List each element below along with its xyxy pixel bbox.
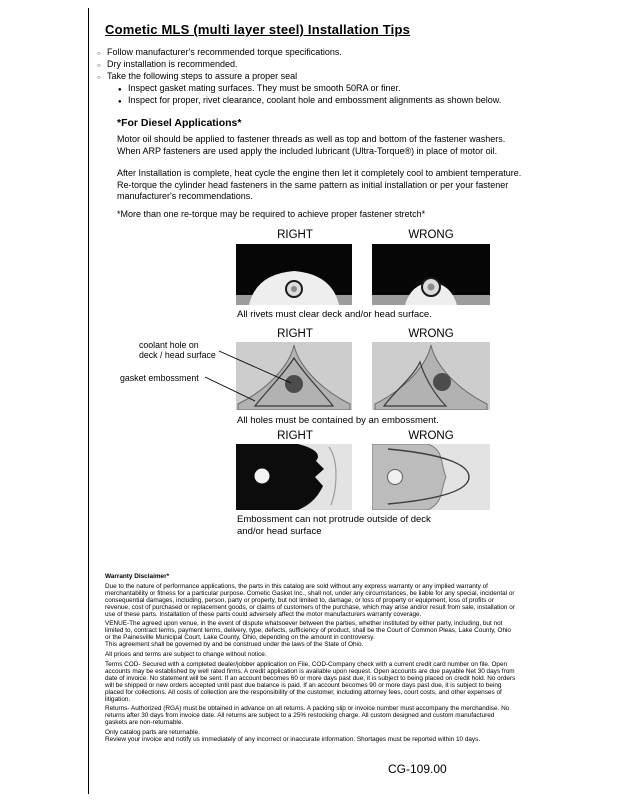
diesel-paragraph-retorque: After Installation is complete, heat cycle the engine then let it completely cool to ambient temperature. Re-torque the cylinder head fasteners in the same pattern as initial installation or per your fastener manufacturer's recommendations. — [117, 168, 522, 201]
caption-rivets: All rivets must clear deck and/or head surface. — [237, 309, 432, 320]
rivet-hole-icon — [388, 470, 403, 485]
caption-holes: All holes must be contained by an embossment. — [237, 415, 439, 426]
venue-paragraph: VENUE-The agreed upon venue, in the event of dispute whatsoever between the parties, whether instituted by either party, including, but not limited to, contract terms, payment terms, delivery, type, defects, sufficiency of product, shall be the Court of Common Pleas, Lake County, Ohio or the Painesville Municipal Court, Lake County, Ohio, depending on the amount in controversy. — [105, 620, 511, 642]
diagram-holes-wrong — [372, 342, 490, 410]
diagram-embossment-right — [236, 444, 352, 510]
page-code: CG-109.00 — [388, 762, 447, 776]
tip-item: ○ Dry installation is recommended. — [97, 58, 517, 70]
tip-sublist — [118, 82, 517, 106]
installation-tips-list — [97, 46, 517, 106]
page-title: Cometic MLS (multi layer steel) Installation Tips — [105, 22, 411, 37]
returnable-line: Only catalog parts are returnable. — [105, 729, 200, 737]
wrong-label: WRONG — [408, 328, 454, 340]
warranty-paragraph: Due to the nature of performance applications, the parts in this catalog are sold without any express warranty or any implied warranty of merchantability or fitness for a particular purpose. Cometic Gasket Inc., shall not, under any circumstances, be liable for any special, incidental or consequential damages, including, person, party or property, but not limited to, damage, or loss of property or equipment, loss of profits or revenue, cost of purchased or replacement goods, or claims of customers of the purchase, which may arise and/or result from sale, installation or use of these parts. Installation of these parts could adversely affect the motor manufacturers warranty coverage. — [105, 582, 515, 618]
diagram-embossment-wrong — [372, 444, 490, 510]
tip-subitem: ● Inspect gasket mating surfaces. They must be smooth 50RA or finer. — [118, 82, 517, 94]
returns-paragraph: Returns- Authorized (RGA) must be obtained in advance on all returns. A packing slip or invoice number must accompany the merchandise. No returns after 30 days from invoice date. All returns are subject to a 25% restocking charge. All custom designed and custom manufactured gaskets are non-returnable. — [105, 705, 510, 727]
rivet-wrong-illustration — [372, 244, 490, 305]
review-invoice-line: Review your invoice and notify us immediately of any incorrect or inaccurate information. Shortages must be reported within 10 days. — [105, 736, 481, 744]
left-rule — [88, 8, 89, 794]
wrong-label: WRONG — [408, 430, 454, 442]
tip-subitem: ● Inspect for proper, rivet clearance, coolant hole and embossment alignments as shown below. — [118, 94, 517, 106]
diesel-retorque-note: *More than one re-torque may be required to achieve proper fastener stretch* — [117, 209, 426, 219]
governing-law-line: This agreement shall be governed by and be construed under the laws of the State of Ohio. — [105, 641, 364, 649]
right-label: RIGHT — [277, 328, 313, 340]
diesel-paragraph-oil: Motor oil should be applied to fastener threads as well as top and bottom of the fastener washers. When ARP fasteners are used apply the included lubricant (Ultra-Torque®) in place of motor oil. — [117, 134, 506, 156]
diagram-rivet-wrong — [372, 244, 490, 305]
tip-item: ○ Follow manufacturer's recommended torque specifications. — [97, 46, 517, 58]
embossment-wrong-illustration — [372, 444, 490, 510]
wrong-label: WRONG — [408, 229, 454, 241]
annotation-gasket-embossment: gasket embossment — [120, 373, 199, 383]
holes-wrong-illustration — [372, 342, 490, 410]
right-label: RIGHT — [277, 430, 313, 442]
deck-shape — [372, 444, 446, 510]
deck-shape — [236, 444, 324, 510]
rivet-right-illustration — [236, 244, 352, 305]
prices-line: All prices and terms are subject to change without notice. — [105, 651, 267, 659]
warranty-heading: Warranty Disclaimer* — [105, 573, 170, 580]
caption-embossment: Embossment can not protrude outside of deck and/or head surface — [237, 514, 431, 537]
annotation-leader-lines — [203, 345, 298, 403]
right-label: RIGHT — [277, 229, 313, 241]
warranty-disclaimer-section — [105, 574, 517, 747]
diesel-applications-heading: *For Diesel Applications* — [117, 117, 242, 129]
embossment-right-illustration — [236, 444, 352, 510]
diagram-rivet-right — [236, 244, 352, 305]
annotation-coolant-hole: coolant hole on deck / head surface — [139, 340, 216, 360]
rivet-hole-icon — [255, 469, 270, 484]
coolant-hole-icon — [433, 373, 451, 391]
terms-paragraph: Terms COD- Secured with a completed dealer/jobber application on File, COD-Company check with a current credit card number on file. Open accounts may be established by well rated firms. A credit application is available upon request. Open accounts are due payable Net 30 days from date of invoice. No statement will be sent. If an account becomes 60 or more days past due, it is subject to being placed on credit hold. No orders will be shipped or new orders accepted until past due balance is paid. If an account becomes 90 or more days past due, it is subject to being placed for collections. All costs of collection are the responsibility of the customer, including attorney fees, court costs, and other expenses of litigation. — [105, 660, 516, 703]
tip-item: ○ Take the following steps to assure a proper seal — [97, 70, 517, 82]
